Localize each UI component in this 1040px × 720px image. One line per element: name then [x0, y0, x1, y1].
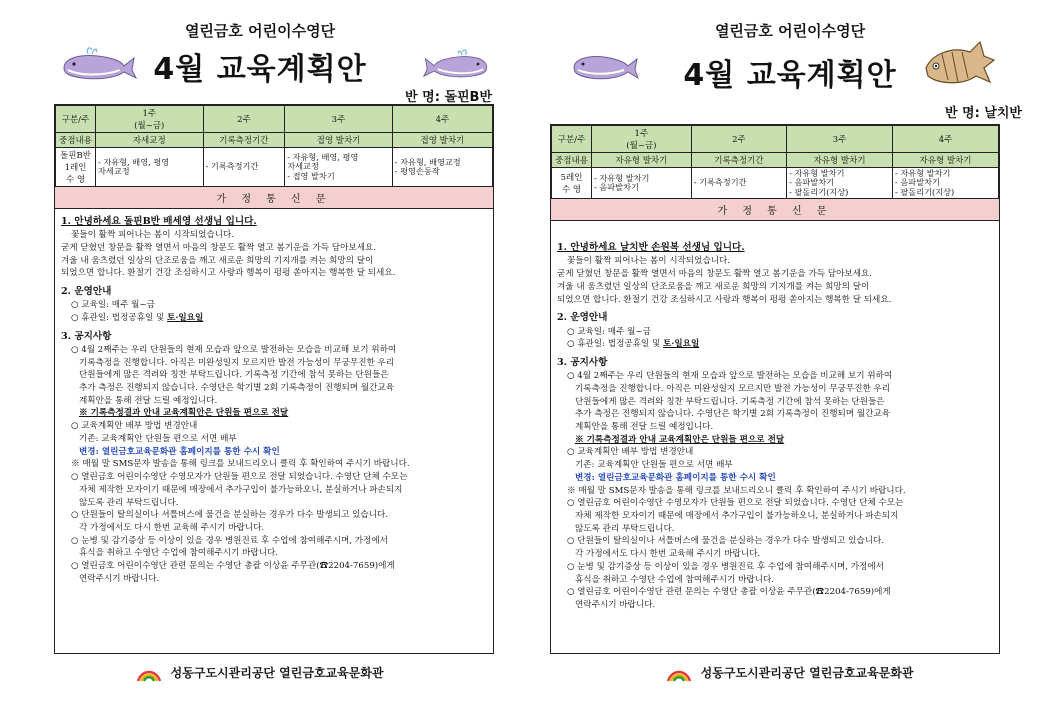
paragraph-line: 되었으면 합니다. 환절기 건강 조심하시고 사랑과 행복이 펑펑 쏟아지는 행복한 달 되세요. — [61, 268, 396, 279]
content-cell — [592, 168, 692, 199]
notice-line: ○ 눈병 및 감기증상 등 이상이 있을 경우 병원진료 후 수업에 참여해주시며, 가정에서 — [71, 535, 388, 546]
page-title: 4월 교육계획안 — [153, 52, 367, 87]
notice-line: ○ 열린금호 어린이수영단 관련 문의는 수영단 총괄 이상윤 주무관(☎2204-7659)에게 — [567, 587, 891, 598]
content-line: - 팔돌리기(지상) — [789, 186, 849, 197]
content-line: - 자유형 발차기 — [895, 168, 951, 178]
content-line: - 자유형, 배영교정 — [394, 156, 461, 167]
content-line: - 접영 발차기 — [287, 170, 335, 181]
table-header: 1주 (월~금) — [592, 126, 692, 153]
focus-cell: 자세교정 — [96, 133, 204, 148]
notice-line: 기록측정을 진행합니다. 아직은 미완성일지 모르지만 발전 가능성이 무궁무진한 우리 — [79, 357, 395, 368]
notice-line: 않도록 관리 부탁드립니다. — [575, 523, 675, 534]
notice-line: 단원들에게 많은 격려와 칭찬 부탁드립니다. 기록측정 기간에 참석 못하는 단원들은 — [79, 370, 389, 381]
notice-title: 가 정 통 신 문 — [55, 187, 493, 209]
focus-cell: 기록측정기간 — [203, 133, 285, 148]
table-header: 구분/주 — [56, 106, 96, 133]
paragraph-line: 꽃들이 활짝 피어나는 봄이 시작되었습니다. — [71, 230, 235, 241]
content-line: - 자유형, 배영, 평영 — [98, 156, 170, 167]
notice-line: 않도록 관리 부탁드립니다. — [79, 497, 179, 508]
content-line: 자세교정 — [98, 166, 130, 176]
info-text: ○ 휴관일: 법정공휴일 및 — [71, 312, 168, 323]
org-name: 열린금호 어린이수영단 — [184, 22, 336, 40]
whale-icon — [570, 48, 640, 82]
focus-cell: 접영 발차기 — [285, 133, 393, 148]
content-cell — [285, 148, 393, 187]
footer — [540, 664, 1040, 682]
weekly-plan-table — [55, 105, 493, 187]
notice-line: ○ 단원들이 탈의실이나 셔틀버스에 물건을 분실하는 경우가 다수 발생되고 있습니다. — [71, 510, 389, 521]
notice-body — [551, 221, 999, 612]
notice-line: 계획안을 통해 전달 드릴 예정입니다. — [79, 395, 218, 406]
table-header: 3주 — [787, 126, 893, 153]
notice-line: 단원들에게 많은 격려와 칭찬 부탁드립니다. 기록측정 기간에 참석 못하는 단원들은 — [575, 396, 885, 407]
content-line: 자세교정 — [287, 161, 319, 172]
notice-line: ○ 교육계획안 배부 방법 변경안내 — [71, 421, 198, 432]
focus-label: 중점내용 — [56, 133, 96, 148]
info-line: ○ 교육일: 매주 월~금 — [567, 326, 651, 337]
content-cell — [392, 148, 492, 187]
table-header: 4주 — [893, 126, 999, 153]
notice-body — [55, 209, 493, 586]
info-line — [557, 338, 995, 351]
table-header: 2주 — [691, 126, 786, 153]
notice-line: 각 가정에서도 다시 한번 교육해 주시기 바랍니다. — [79, 522, 265, 533]
greeting: 1. 안녕하세요 날치반 손원복 선생님 입니다. — [557, 242, 745, 254]
info-line — [61, 312, 489, 325]
content-cell — [787, 168, 893, 199]
section-title: 2. 운영안내 — [557, 312, 608, 324]
notice-line: ○ 열린금호 어린이수영단 수영모자가 단원들 편으로 전달 되었습니다. 수영단 단체 수모는 — [71, 472, 408, 483]
class-name: 반 명: 날치반 — [944, 106, 1022, 121]
section-title: 3. 공지사항 — [61, 330, 112, 342]
class-cell — [552, 168, 592, 199]
content-line: - 기록측정기간 — [693, 177, 747, 188]
whale-icon — [58, 46, 138, 82]
content-cell — [96, 148, 204, 187]
notice-line: 휴식을 취하고 수영단 수업에 참여해주시기 바랍니다. — [79, 548, 279, 559]
notice-line: 추가 측정은 진행되지 않습니다. 수영단은 학기별 2회 기록측정이 진행되며 월간교육 — [79, 383, 395, 394]
notice-line: ○ 4월 2째주는 우리 단원들의 현재 모습과 앞으로 발전하는 모습을 비교해 보기 위하여 — [71, 344, 397, 355]
content-line: - 자유형 발차기 — [789, 168, 845, 178]
notice-line: 기존: 교육계획안 단원들 편으로 서면 배부 — [79, 433, 237, 444]
focus-label: 중점내용 — [552, 153, 592, 168]
paragraph-line: 굳게 닫혔던 창문을 활짝 열면서 마음의 창문도 활짝 열고 봄기운을 가득 담아보세요. — [61, 242, 377, 253]
whale-icon — [422, 46, 492, 82]
holiday-text: 토·일요일 — [663, 339, 700, 350]
notice-line: 추가 측정은 진행되지 않습니다. 수영단은 학기별 2회 기록측정이 진행되며 월간교육 — [575, 409, 891, 420]
content-line: - 자유형, 배영, 평영 — [287, 151, 359, 162]
notice-line: ○ 눈병 및 감기증상 등 이상이 있을 경우 병원진료 후 수업에 참여해주시며, 가정에서 — [567, 561, 884, 572]
paragraph-line: 겨울 내 움츠렸던 일상의 단조로움을 깨고 새로운 희망의 기지개를 켜는 희망의 달이 — [557, 281, 870, 292]
notice-line: 각 가정에서도 다시 한번 교육해 주시기 바랍니다. — [575, 549, 761, 560]
paragraph-line: 굳게 닫혔던 창문을 활짝 열면서 마음의 창문도 활짝 열고 봄기운을 가득 담아보세요. — [557, 269, 873, 280]
paragraph-line: 되었으면 합니다. 환절기 건강 조심하시고 사랑과 행복이 펑펑 쏟아지는 행복한 달 되세요. — [557, 294, 892, 305]
notice-line: 기존: 교육계획안 단원들 편으로 서면 배부 — [575, 460, 733, 471]
class-cell-line: 수 영 — [561, 185, 582, 196]
plan-page-flyingfish — [540, 0, 1040, 720]
page-title: 4월 교육계획안 — [683, 58, 897, 93]
content-line: - 팔돌리기(지상) — [895, 186, 955, 197]
table-header: 1주 (월~금) — [96, 106, 204, 133]
holiday-text: 토·일요일 — [167, 312, 204, 323]
notice-line: ○ 열린금호 어린이수영단 수영모자가 단원들 편으로 전달 되었습니다. 수영단 단체 수모는 — [567, 498, 904, 509]
content-cell — [893, 168, 999, 199]
notice-line: ※ 매월 말 SMS문자 발송을 통해 링크를 보내드리오니 클릭 후 확인하여 주시기 바랍니다. — [71, 459, 410, 470]
info-text: ○ 휴관일: 법정공휴일 및 — [567, 339, 664, 350]
notice-line: 자체 제작한 모자이기 때문에 매장에서 추가구입이 불가능하오니, 분실하거나 파손되지 — [575, 511, 899, 522]
footer-org: 성동구도시관리공단 열린금호교육문화관 — [170, 666, 384, 680]
notice-change: 변경: 열린금호교육문화관 홈페이지를 통한 수시 확인 — [79, 446, 280, 457]
greeting: 1. 안녕하세요 돌핀B반 배세영 선생님 입니다. — [61, 216, 257, 227]
weekly-plan-table — [551, 125, 999, 199]
section-title: 2. 운영안내 — [61, 286, 112, 298]
paragraph-line: 겨울 내 움츠렸던 일상의 단조로움을 깨고 새로운 희망의 기지개를 켜는 희망의 달이 — [61, 255, 374, 266]
content-cell — [203, 148, 285, 187]
content-line: - 자유형 발차기 — [594, 172, 650, 183]
notice-line: ○ 4월 2째주는 우리 단원들의 현재 모습과 앞으로 발전하는 모습을 비교해 보기 위하여 — [567, 371, 893, 382]
notice-line: 자체 제작한 모자이기 때문에 매장에서 추가구입이 불가능하오니, 분실하거나 파손되지 — [79, 484, 403, 495]
plan-page-dolphin-b — [10, 0, 510, 720]
notice-line: ※ 매월 말 SMS문자 발송을 통해 링크를 보내드리오니 클릭 후 확인하여 주시기 바랍니다. — [567, 485, 906, 496]
notice-line: ○ 교육계획안 배부 방법 변경안내 — [567, 447, 694, 458]
notice-highlight: ※ 기록측정결과 안내 교육계획안은 단원들 편으로 전달 — [79, 408, 289, 419]
class-cell — [56, 148, 96, 187]
paragraph-line: 꽃들이 활짝 피어나는 봄이 시작되었습니다. — [567, 256, 731, 267]
notice-line: 계획안을 통해 전달 드릴 예정입니다. — [575, 422, 714, 433]
notice-title: 가 정 통 신 문 — [551, 199, 999, 221]
class-cell-line: 5레인 — [560, 173, 583, 184]
notice-line: ○ 열린금호 어린이수영단 관련 문의는 수영단 총괄 이상윤 주무관(☎2204-7659)에게 — [71, 561, 395, 572]
plan-sheet — [550, 124, 1000, 654]
notice-line: ○ 단원들이 탈의실이나 셔틀버스에 물건을 분실하는 경우가 다수 발생되고 있습니다. — [567, 536, 885, 547]
focus-cell: 기록측정기간 — [691, 153, 786, 168]
class-cell-line: 수 영 — [65, 175, 86, 185]
rainbow-logo-icon — [136, 666, 162, 682]
focus-cell: 자유형 발차기 — [893, 153, 999, 168]
table-header: 4주 — [392, 106, 492, 133]
class-cell-line: 1레인 — [64, 163, 87, 173]
focus-cell: 자유형 발차기 — [787, 153, 893, 168]
notice-highlight: ※ 기록측정결과 안내 교육계획안은 단원들 편으로 전달 — [575, 434, 785, 445]
section-title: 3. 공지사항 — [557, 356, 608, 368]
content-line: - 음파발차기 — [789, 177, 835, 188]
focus-cell: 접영 발차기 — [392, 133, 492, 148]
content-line: - 음파발차기 — [895, 177, 940, 188]
notice-line: 연락주시기 바랍니다. — [79, 573, 160, 584]
table-header: 구분/주 — [552, 126, 592, 153]
table-header: 3주 — [285, 106, 393, 133]
notice-change: 변경: 열린금호교육문화관 홈페이지를 통한 수시 확인 — [575, 472, 776, 483]
notice-line: 기록측정을 진행합니다. 아직은 미완성일지 모르지만 발전 가능성이 무궁무진한 우리 — [575, 383, 891, 394]
notice-line: 휴식을 취하고 수영단 수업에 참여해주시기 바랍니다. — [575, 574, 775, 585]
class-name: 반 명: 돌핀B반 — [405, 90, 492, 105]
fish-icon — [918, 38, 998, 94]
rainbow-logo-icon — [666, 666, 692, 682]
content-cell — [691, 168, 786, 199]
info-line: ○ 교육일: 매주 월~금 — [71, 300, 155, 311]
content-line: - 기록측정기간 — [205, 161, 259, 172]
footer — [10, 664, 510, 682]
notice-line: 연락주시기 바랍니다. — [575, 600, 656, 611]
footer-org: 성동구도시관리공단 열린금호교육문화관 — [700, 666, 914, 680]
content-line: - 음파발차기 — [594, 182, 639, 193]
content-line: - 평영손동작 — [394, 166, 440, 176]
focus-cell: 자유형 발차기 — [592, 153, 692, 168]
plan-sheet — [54, 104, 494, 654]
table-header: 2주 — [203, 106, 285, 133]
org-name: 열린금호 어린이수영단 — [714, 22, 866, 40]
class-cell-line: 돌핀B반 — [60, 151, 91, 161]
